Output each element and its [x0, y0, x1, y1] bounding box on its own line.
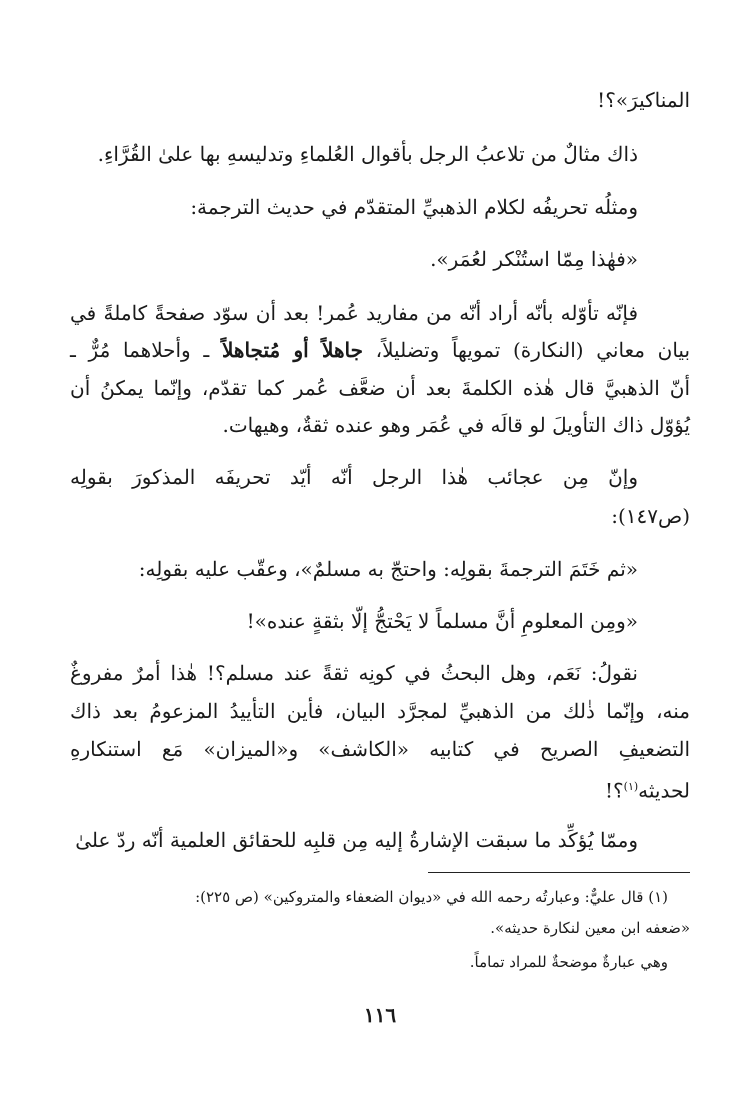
text-line: بيان معاني (النكارة) تمويهاً وتضليلاً، جاهلاً أو مُتجاهلاً ـ وأحلاهما مُرٌّ ـ [70, 338, 691, 362]
quote-line: «ومِن المعلومِ أنَّ مسلماً لا يَحْتجُّ إلّا بثقةٍ عنده»! [246, 609, 638, 633]
quote-line: «فهٰذا مِمّا استُنْكر لعُمَر». [430, 247, 638, 271]
text-line: وإنّ مِن عجائب هٰذا الرجل أنّه أيّد تحريفَه المذكورَ بقولِه [70, 465, 638, 489]
footnote-divider [428, 872, 690, 873]
text-line: أنّ الذهبيَّ قال هٰذه الكلمةَ بعد أن ضعَّف عُمر كما تقدّم، وإنّما يمكنُ أن [70, 376, 690, 400]
text-line: منه، وإنّما ذٰلك من الذهبيِّ لمجرَّد البيان، فأين التأييدُ المزعومُ بعد ذاك [70, 699, 690, 723]
page-number: ١١٦ [363, 1003, 397, 1027]
text-line: المناكيرَ»؟! [597, 88, 690, 112]
footnote-line: (١) قال عليٌّ: وعبارتُه رحمه الله في «ديوان الضعفاء والمتروكين» (ص ٢٢٥): [195, 888, 668, 906]
quote-line: «ثم خَتَمَ الترجمةَ بقولِه: واحتجّ به مسلمٌ»، وعقّب عليه بقولِه: [138, 557, 638, 581]
text-line: (ص١٤٧): [611, 504, 690, 528]
text-line: ذاك مثالٌ من تلاعبُ الرجل بأقوال العُلماءِ وتدليسهِ بها علىٰ القُرَّاءِ. [97, 142, 638, 166]
text-line: يُؤوّل ذاك التأويلَ لو قالَه في عُمَر وهو عنده ثقةٌ، وهيهات. [222, 413, 690, 437]
text-line: لحديثه$^{(١)}$؟! [605, 778, 690, 803]
text-line: ومثلُه تحريفُه لكلام الذهبيِّ المتقدّم في حديث الترجمة: [190, 195, 638, 219]
text-line: نقولُ: نَعَم، وهل البحثُ في كونِه ثقةً عند مسلم؟! هٰذا أمرٌ مفروغٌ [70, 661, 638, 685]
bold-phrase: جاهلاً أو مُتجاهلاً [221, 338, 363, 362]
text-line: وممّا يُؤكِّد ما سبقت الإشارةُ إليه مِن قلبِه للحقائق العلمية أنّه ردّ علىٰ [75, 828, 638, 852]
footnote-line: وهي عبارةٌ موضحةٌ للمراد تماماً. [469, 953, 668, 971]
text-line: التضعيفِ الصريح في كتابيه «الكاشف» و«الميزان» مَع استنكارهِ [70, 737, 690, 761]
text-line: فإنّه تأوّله بأنّه أراد أنّه من مفاريد عُمر! بعد أن سوّد صفحةً كاملةً في [70, 301, 638, 325]
footnote-marker: (١) [623, 780, 639, 793]
footnote-line: «ضعفه ابن معين لنكارة حديثه». [490, 919, 690, 937]
